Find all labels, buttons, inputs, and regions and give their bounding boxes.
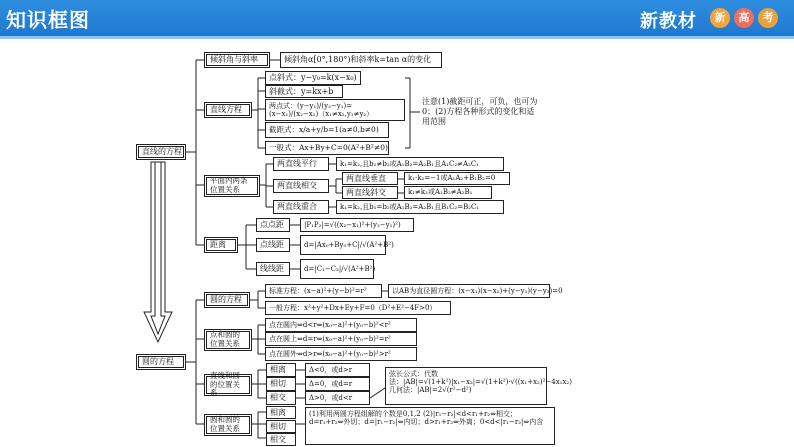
point-inside: 点在圆内⇔d<r⇔(x₀−a)²+(y₀−b)²<r² bbox=[265, 318, 417, 332]
eq-point-slope: 点斜式：y−y₀=k(x−x₀) bbox=[265, 71, 361, 85]
chord-length-formula: 弦长公式：代数法：|AB|=√(1+k²)|x₁−x₂|=√(1+k²)·√((x₁+x₂)²−4x₁x₂) 几何法：|AB|=2√(r²−d²) bbox=[385, 367, 547, 405]
line-equation-root: 直线的方程 bbox=[136, 144, 186, 160]
coincide-desc: k₁=k₂,且b₁=b₂或A₁B₂=A₂B₁且B₁C₂=B₂C₁ bbox=[336, 200, 504, 214]
page-title: 知识框图 bbox=[6, 8, 90, 32]
relations-label: 平面内两条位置关系 bbox=[204, 175, 260, 197]
equations-note: 注意(1)截距可正，可负，也可为0；(2)方程各种形式的变化和适用范围 bbox=[422, 97, 538, 126]
circle-circle-desc: (1)利用两圆方程组解的个数是0,1,2 (2)|r₁−r₂|<d<r₁+r₂⇔相交；d=r₁+r₂⇔外切；d=|r₁−r₂|⇔内切；d>r₁+r₂⇔外离；0<d<|r₁−r₂|⇔内含 bbox=[305, 407, 555, 445]
lc-tangent-label: 相切 bbox=[266, 377, 296, 391]
lc-separate-label: 相离 bbox=[266, 363, 296, 377]
oblique-label: 两直线斜交 bbox=[342, 186, 398, 199]
point-line-desc: d=|Ax₀+By₀+C|/√(A²+B²) bbox=[300, 235, 386, 255]
intersect-label: 两直线相交 bbox=[273, 179, 329, 193]
point-point-label: 点点距 bbox=[256, 218, 290, 232]
point-circle-label: 点和圆的位置关系 bbox=[204, 329, 252, 351]
parallel-desc: k₁=k₂,且b₁≠b₂或A₁B₂=A₂B₁且A₁C₂≠A₂C₁ bbox=[336, 157, 504, 171]
eq-slope-intercept: 斜截式：y=kx+b bbox=[265, 85, 343, 98]
equations-label: 直线方程 bbox=[204, 102, 252, 118]
eq-two-point: 两点式：(y−y₁)/(y₂−y₁)=(x−x₁)/(x₂−x₁)（x₁≠x₂,y₁≠y₂） bbox=[265, 99, 405, 121]
brand-name: 新教材 bbox=[640, 11, 697, 32]
circle-diameter: 以AB为直径圆方程：(x−x₁)(x−x₂)+(y−y₁)(y−y₂)=0 bbox=[388, 284, 550, 298]
cc-intersect-label: 相交 bbox=[266, 433, 296, 446]
cc-separate-label: 相离 bbox=[266, 406, 296, 419]
lc-intersect-desc: Δ>0，或d<r bbox=[305, 391, 370, 405]
point-point-desc: |P₁P₂|=√((x₂−x₁)²+(y₂−y₁)²) bbox=[300, 218, 414, 232]
lc-tangent-desc: Δ=0，或d=r bbox=[305, 377, 370, 391]
oblique-desc: k₁≠k₂或A₁B₂≠A₂B₁ bbox=[404, 186, 492, 199]
point-outside: 点在圆外⇔d>r⇔(x₀−a)²+(y₀−b)²>r² bbox=[265, 347, 417, 361]
lc-intersect-label: 相交 bbox=[266, 391, 296, 405]
line-line-desc: d=|C₁−C₂|/√(A²+B²) bbox=[300, 259, 374, 279]
circle-standard: 标准方程：(x−a)²+(y−b)²=r² bbox=[265, 284, 382, 298]
eq-intercept: 截距式：x/a+y/b=1(a≠0,b≠0) bbox=[265, 122, 389, 138]
line-circle-label: 直线和圆的位置关系 bbox=[204, 374, 252, 396]
parallel-label: 两直线平行 bbox=[273, 157, 329, 171]
line-line-label: 线线距 bbox=[256, 262, 290, 276]
circle-circle-label: 圆和圆的位置关系 bbox=[204, 414, 252, 436]
brand-badge-3: 考 bbox=[758, 8, 778, 28]
perpendicular-label: 两直线垂直 bbox=[342, 172, 398, 185]
point-line-label: 点线距 bbox=[256, 238, 290, 252]
point-on: 点在圆上⇔d=r⇔(x₀−a)²+(y₀−b)²=r² bbox=[265, 332, 417, 346]
lc-separate-desc: Δ<0，或d>r bbox=[305, 363, 370, 377]
circle-equation-root: 圆的方程 bbox=[136, 354, 186, 370]
distance-label: 距离 bbox=[204, 237, 238, 253]
flow-arrow bbox=[144, 162, 172, 342]
brand-badge-1: 新 bbox=[710, 8, 730, 28]
incline-label: 倾斜角与斜率 bbox=[204, 52, 270, 68]
coincide-label: 两直线重合 bbox=[273, 200, 329, 214]
incline-desc: 倾斜角α[0°,180°)和斜率k=tan α的变化 bbox=[280, 52, 442, 68]
cc-tangent-label: 相切 bbox=[266, 420, 296, 433]
perpendicular-desc: k₁·k₂=−1或A₁A₂+B₁B₂=0 bbox=[404, 172, 510, 185]
circle-eq-label: 圆的方程 bbox=[204, 292, 250, 308]
circle-general: 一般方程：x²+y²+Dx+Ey+F=0（D²+E²−4F>0） bbox=[265, 301, 451, 315]
brand-badge-2: 高 bbox=[734, 8, 754, 28]
eq-general: 一般式：Ax+By+C=0(A²+B²≠0) bbox=[265, 141, 389, 155]
